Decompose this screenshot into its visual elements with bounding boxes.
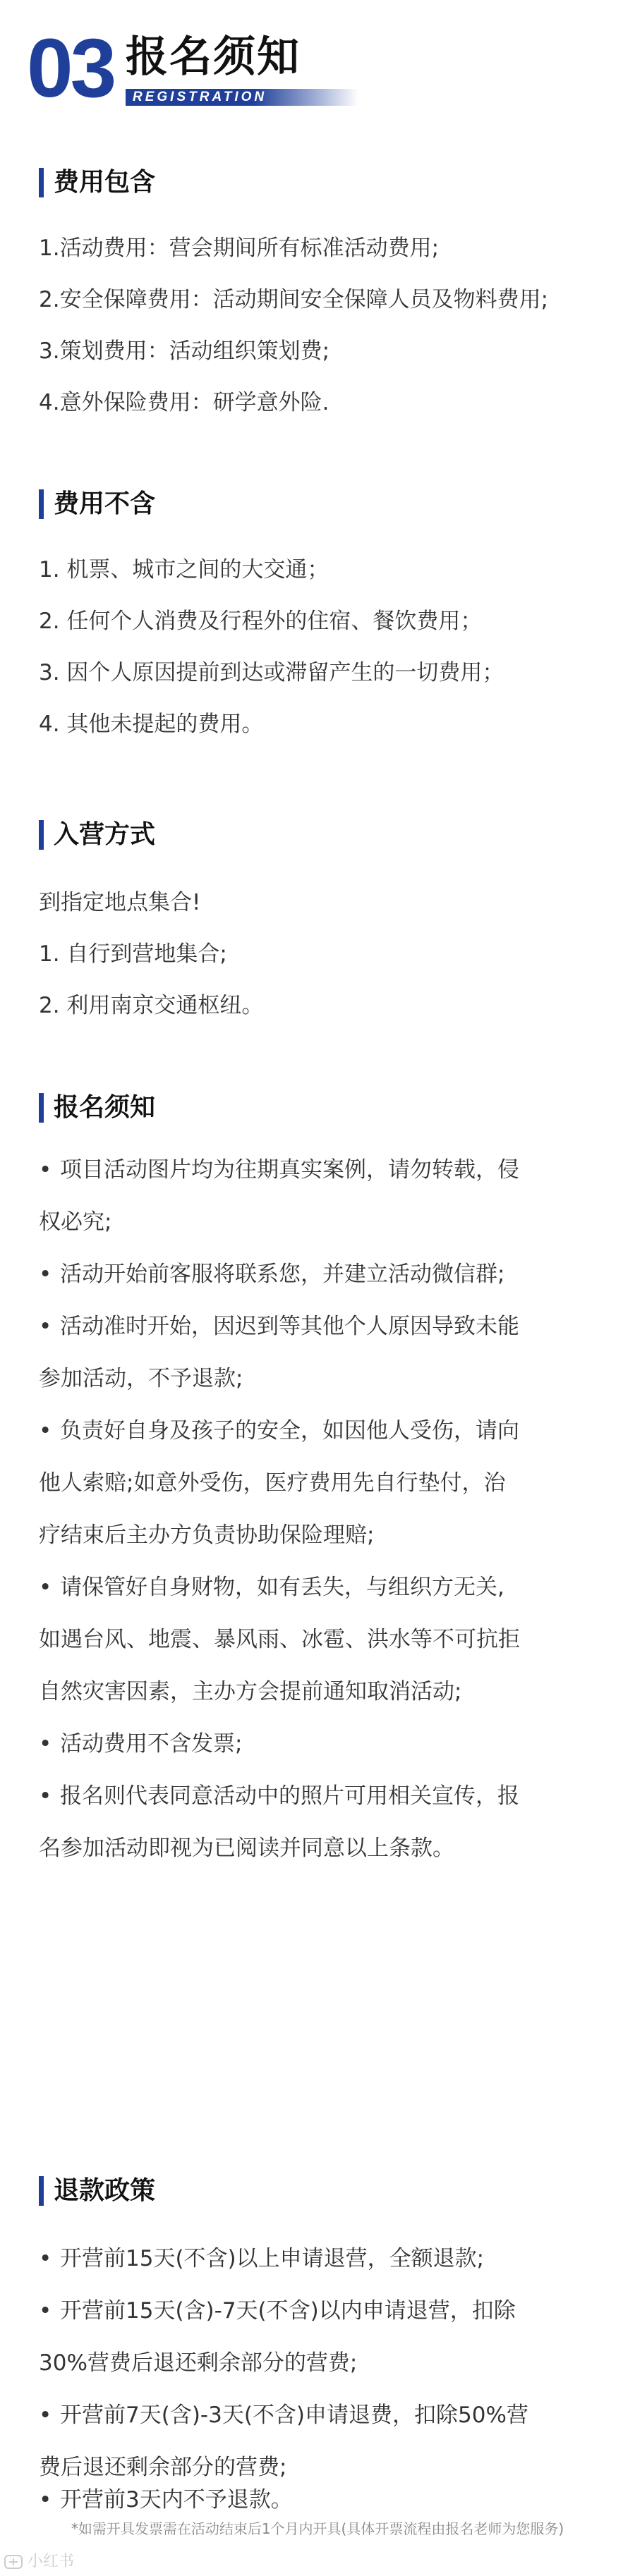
bullet-dot: • — [39, 1157, 52, 1183]
bullet-dot: • — [39, 1731, 52, 1757]
included-item-4: 4.意外保险费用：研学意外险. — [39, 390, 329, 415]
refund-item-4 — [39, 2474, 617, 2526]
notice-item-5 — [39, 1561, 617, 1718]
bullet-dot: • — [39, 2246, 52, 2271]
notice-text: 请保管好自身财物，如有丢失，与组织方无关, — [60, 1575, 504, 1600]
bullet-dot: • — [39, 1314, 52, 1339]
section-number: 03 — [27, 22, 114, 115]
refund-text: 开营前7天(含)-3天(不含)申请退费，扣除50%营 — [60, 2403, 528, 2428]
refund-item-1 — [39, 2233, 617, 2285]
notice-text: 权必究; — [39, 1209, 112, 1235]
watermark-logo-icon — [4, 2554, 23, 2570]
excluded-item-2: 2. 任何个人消费及行程外的住宿、餐饮费用； — [39, 609, 483, 634]
refund-text: 开营前15天(不含)以上申请退营，全额退款; — [60, 2246, 485, 2271]
notice-text: 负责好自身及孩子的安全，如因他人受伤，请向 — [60, 1418, 519, 1443]
refund-text: 开营前3天内不予退款。 — [60, 2487, 293, 2513]
notice-heading: 报名须知 — [39, 1093, 155, 1123]
notice-text: 如遇台风、地震、暴风雨、冰雹、洪水等不可抗拒 — [39, 1627, 520, 1652]
notice-text: 参加活动，不予退款; — [39, 1366, 243, 1391]
excluded-heading: 费用不含 — [39, 489, 155, 519]
notice-text: 项目活动图片均为往期真实案例，请勿转载，侵 — [60, 1157, 519, 1183]
notice-text: 活动开始前客服将联系您，并建立活动微信群; — [60, 1262, 505, 1287]
bullet-dot: • — [39, 2487, 52, 2513]
excluded-item-3: 3. 因个人原因提前到达或滞留产生的一切费用； — [39, 660, 504, 685]
excluded-item-1: 1. 机票、城市之间的大交通； — [39, 557, 329, 582]
subtitle-ribbon — [126, 89, 358, 106]
notice-text: 疗结束后主办方负责协助保险理赔; — [39, 1522, 375, 1548]
page-title: 报名须知 — [126, 32, 301, 82]
bullet-dot: • — [39, 1418, 52, 1443]
refund-item-2 — [39, 2285, 617, 2389]
invoice-footnote: *如需开具发票需在活动结束后1个月内开具(具体开票流程由报名老师为您服务) — [71, 2520, 564, 2537]
page-subtitle: REGISTRATION — [133, 90, 267, 104]
included-heading: 费用包含 — [39, 168, 155, 197]
checkin-item-1: 到指定地点集合! — [39, 890, 201, 915]
notice-item-7 — [39, 1770, 617, 1874]
notice-item-4 — [39, 1405, 617, 1561]
refund-text: 开营前15天(含)-7天(不含)以内申请退营，扣除 — [60, 2298, 516, 2324]
watermark — [4, 2551, 74, 2572]
refund-text: 费后退还剩余部分的营费; — [39, 2455, 287, 2480]
bullet-dot: • — [39, 1262, 52, 1287]
checkin-item-3: 2. 利用南京交通枢纽。 — [39, 993, 264, 1018]
notice-text: 自然灾害因素，主办方会提前通知取消活动; — [39, 1679, 462, 1704]
included-item-3: 3.策划费用：活动组织策划费; — [39, 338, 330, 364]
notice-text: 活动准时开始，因迟到等其他个人原因导致未能 — [60, 1314, 519, 1339]
notice-item-2 — [39, 1248, 617, 1300]
checkin-heading: 入营方式 — [39, 820, 155, 850]
excluded-item-4: 4. 其他未提起的费用。 — [39, 712, 264, 737]
notice-item-6 — [39, 1718, 617, 1770]
bullet-dot: • — [39, 2298, 52, 2324]
notice-item-1 — [39, 1144, 617, 1248]
notice-item-3 — [39, 1300, 617, 1405]
notice-text: 报名则代表同意活动中的照片可用相关宣传，报 — [60, 1783, 519, 1809]
refund-text: 30%营费后退还剩余部分的营费; — [39, 2350, 358, 2376]
checkin-item-2: 1. 自行到营地集合; — [39, 941, 227, 967]
notice-text: 他人索赔;如意外受伤，医疗费用先自行垫付，治 — [39, 1470, 506, 1496]
notice-text: 活动费用不含发票; — [60, 1731, 243, 1757]
bullet-dot: • — [39, 1783, 52, 1809]
watermark-text: 小红书 — [28, 2553, 75, 2570]
section-header — [27, 22, 358, 115]
included-item-1: 1.活动费用：营会期间所有标准活动费用; — [39, 236, 440, 261]
included-item-2: 2.安全保障费用：活动期间安全保障人员及物料费用; — [39, 287, 549, 312]
bullet-dot: • — [39, 1575, 52, 1600]
notice-text: 名参加活动即视为已阅读并同意以上条款。 — [39, 1836, 454, 1861]
refund-heading: 退款政策 — [39, 2176, 155, 2206]
bullet-dot: • — [39, 2403, 52, 2428]
